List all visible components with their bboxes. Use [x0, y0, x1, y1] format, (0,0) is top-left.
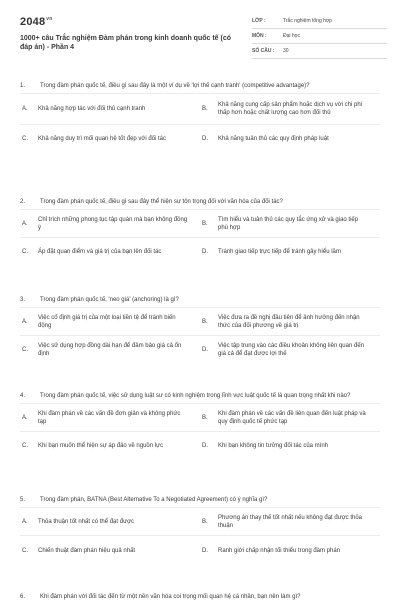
document-title: 1000+ câu Trắc nghiệm Đàm phán trong kinh doanh quốc tế (có đáp án) - Phần 4: [20, 35, 232, 51]
options-row: [20, 507, 380, 535]
option-text: Khi bạn muốn thể hiện sự áp đảo về nguồn lực: [38, 442, 164, 449]
options-row: [20, 93, 380, 124]
option-letter: D.: [202, 547, 208, 554]
option-text: Khả năng hợp tác với đối thủ cạnh tranh: [38, 106, 146, 112]
option-text: Khả năng duy trì mối quan hệ tốt đẹp với đối tác: [38, 135, 167, 142]
options-grid: [20, 93, 380, 152]
question-stem: [20, 198, 380, 206]
option-a[interactable]: [20, 404, 200, 431]
option-letter: D.: [202, 248, 208, 255]
option-letter: A.: [22, 318, 28, 325]
meta-key: SỐ CÂU :: [252, 48, 275, 54]
option-letter: C.: [22, 547, 28, 554]
option-letter: A.: [22, 414, 28, 421]
logo-suffix: vn: [46, 16, 53, 23]
option-text: Việc sử dụng hợp đồng dài hạn để đảm bảo giá cả ổn định: [38, 342, 182, 357]
question-text: Trong đàm phán quốc tế, 'neo giá' (anchoring) là gì?: [40, 297, 179, 303]
option-c[interactable]: [20, 125, 200, 152]
option-letter: B.: [202, 414, 208, 421]
option-d[interactable]: [200, 536, 380, 565]
question-5: [20, 496, 380, 565]
options-row: [20, 237, 380, 265]
site-logo[interactable]: [20, 16, 53, 28]
options-grid: [20, 209, 380, 265]
option-letter: D.: [202, 442, 208, 449]
option-letter: A.: [22, 220, 28, 227]
option-d[interactable]: [200, 125, 380, 152]
question-text: Trong đàm phán, BATNA (Best Alternative To a Negotiated Agreement) có ý nghĩa gì?: [40, 497, 268, 503]
meta-value: Trắc nghiệm tổng hợp: [283, 18, 332, 24]
meta-subject: [252, 29, 387, 44]
options-row: [20, 403, 380, 431]
question-number: 3.: [20, 297, 26, 303]
options-row: [20, 431, 380, 459]
question-stem: [20, 82, 380, 90]
question-3: [20, 296, 380, 363]
option-d[interactable]: [200, 336, 380, 363]
option-c[interactable]: [20, 536, 200, 565]
option-text: Ranh giới chấp nhận tối thiểu trong đàm phán: [218, 547, 341, 554]
option-c[interactable]: [20, 432, 200, 459]
meta-value: 30: [283, 48, 289, 54]
option-text: Phương án thay thế tốt nhất nếu không đạt được thỏa thuận: [218, 514, 363, 529]
question-number: 4.: [20, 393, 26, 399]
meta-key: MÔN :: [252, 33, 267, 39]
option-text: Việc tập trung vào các điều khoản không liên quan đến giá cả để đạt được lợi thế: [218, 342, 364, 357]
options-grid: [20, 307, 380, 363]
option-letter: B.: [202, 518, 208, 525]
question-6: [20, 593, 380, 600]
option-a[interactable]: [20, 210, 200, 237]
option-b[interactable]: [200, 404, 380, 431]
question-stem: [20, 496, 380, 504]
option-text: Tìm hiểu và tuân thủ các quy tắc ứng xử và giao tiếp phù hợp: [218, 216, 359, 231]
option-letter: A.: [22, 106, 28, 112]
option-text: Tránh giao tiếp trực tiếp để tránh gây hiểu lầm: [218, 248, 341, 255]
option-letter: A.: [22, 518, 28, 525]
options-row: [20, 307, 380, 335]
question-text: Trong đàm phán quốc tế, điều gì sau đây là một ví dụ về 'lợi thế cạnh tranh' (competitive advantage)?: [40, 83, 310, 89]
option-b[interactable]: [200, 308, 380, 335]
option-letter: C.: [22, 135, 28, 142]
question-text: Trong đàm phán quốc tế, việc sử dụng luật sư có kinh nghiệm trong lĩnh vực luật quốc tế là quan trọng nhất khi nào?: [40, 393, 351, 399]
meta-class: [252, 14, 387, 29]
option-text: Khi đàm phán về các vấn đề đơn giản và không phức tạp: [38, 410, 181, 425]
document-header: [20, 14, 382, 64]
option-text: Khi bạn không tin tưởng đối tác của mình: [218, 442, 329, 449]
question-stem: [20, 593, 380, 600]
option-text: Khả năng cung cấp sản phẩm hoặc dịch vụ với chi phí thấp hơn hoặc chất lượng cao hơn đối thủ: [218, 102, 363, 116]
option-letter: B.: [202, 220, 208, 227]
meta-count: [252, 44, 387, 59]
option-letter: D.: [202, 346, 208, 353]
options-row: [20, 124, 380, 152]
option-c[interactable]: [20, 336, 200, 363]
option-text: Áp đặt quan điểm và giá trị của bạn lên đối tác: [38, 248, 162, 255]
question-text: Khi đàm phán với đối tác đến từ một nền văn hóa coi trọng mối quan hệ cá nhân, bạn nên làm gì?: [40, 594, 301, 600]
document-meta: [252, 14, 387, 59]
option-letter: D.: [202, 135, 208, 142]
question-2: [20, 198, 380, 265]
option-letter: C.: [22, 346, 28, 353]
option-b[interactable]: [200, 508, 380, 535]
option-text: Thỏa thuận tốt nhất có thể đạt được: [38, 518, 135, 525]
option-text: Khả năng tuân thủ các quy định pháp luật: [218, 135, 329, 142]
question-number: 5.: [20, 497, 26, 503]
option-letter: B.: [202, 318, 208, 325]
option-d[interactable]: [200, 432, 380, 459]
question-number: 1.: [20, 83, 26, 89]
option-a[interactable]: [20, 308, 200, 335]
option-text: Chiến thuật đàm phán hiệu quả nhất: [38, 547, 136, 554]
options-row: [20, 535, 380, 565]
meta-key: LỚP :: [252, 18, 266, 24]
option-letter: B.: [202, 106, 208, 112]
question-stem: [20, 392, 380, 400]
question-stem: [20, 296, 380, 304]
option-text: Chỉ trích những phong tục tập quán mà bạn không đồng ý: [38, 216, 188, 231]
options-grid: [20, 403, 380, 459]
question-number: 2.: [20, 199, 26, 205]
option-b[interactable]: [200, 94, 380, 124]
options-row: [20, 335, 380, 363]
options-row: [20, 209, 380, 237]
option-c[interactable]: [20, 238, 200, 265]
option-b[interactable]: [200, 210, 380, 237]
option-letter: C.: [22, 248, 28, 255]
option-text: Việc đưa ra đề nghị đầu tiên để ảnh hưởng đến nhận thức của đối phương về giá trị: [218, 314, 360, 329]
meta-value: Đại học: [283, 33, 300, 39]
option-letter: C.: [22, 442, 28, 449]
question-1: [20, 82, 380, 152]
logo-text: 2048: [20, 16, 46, 28]
option-d[interactable]: [200, 238, 380, 265]
option-text: Khi đàm phán về các vấn đề liên quan đến luật pháp và quy định quốc tế phức tạp: [218, 410, 366, 425]
option-text: Việc cố định giá trị của một loại tiền tệ để tránh biến động: [38, 314, 176, 329]
options-grid: [20, 507, 380, 565]
question-text: Trong đàm phán quốc tế, điều gì sau đây thể hiện sự tôn trọng đối với văn hóa của đối tác?: [40, 199, 283, 205]
option-a[interactable]: [20, 508, 200, 535]
question-4: [20, 392, 380, 459]
option-a[interactable]: [20, 94, 200, 124]
question-number: 6.: [20, 594, 26, 600]
